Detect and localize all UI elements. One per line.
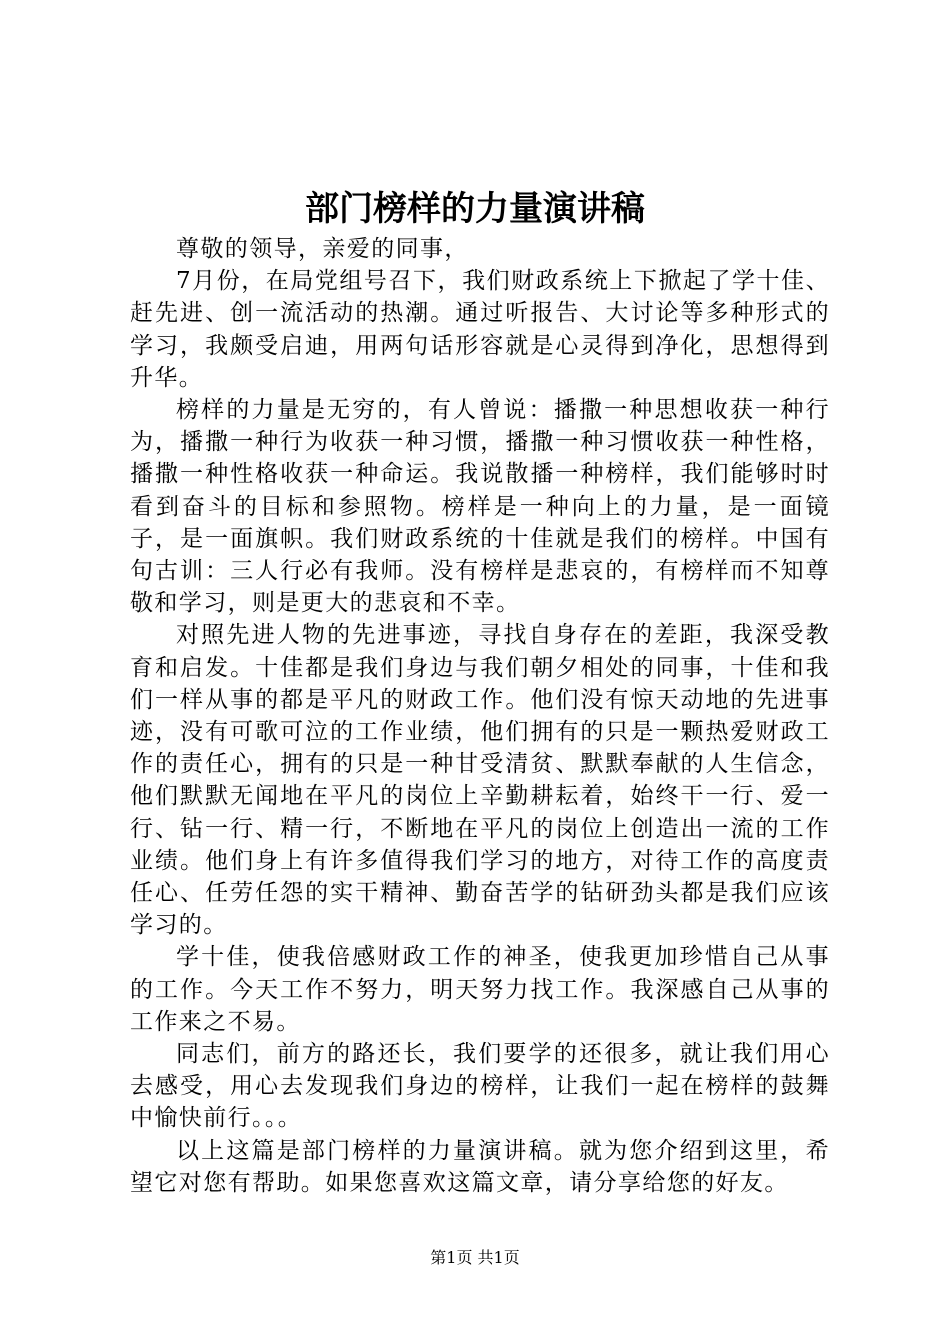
page-number-footer: 第1页 共1页 [430, 1248, 520, 1267]
paragraph-2: 榜样的力量是无穷的，有人曾说：播撒一种思想收获一种行为，播撒一种行为收获一种习惯，播撒一种习惯收获一种性格，播撒一种性格收获一种命运。我说散播一种榜样，我们能够时时看到奋斗的目标和参照物。榜样是一种向上的力量，是一面镜子，是一面旗帜。我们财政系统的十佳就是我们的榜样。中国有句古训：三人行必有我师。没有榜样是悲哀的，有榜样而不知尊敬和学习，则是更大的悲哀和不幸。 [130, 397, 830, 617]
paragraph-4: 学十佳，使我倍感财政工作的神圣，使我更加珍惜自己从事的工作。今天工作不努力，明天努力找工作。我深感自己从事的工作来之不易。 [130, 944, 830, 1035]
paragraph-3: 对照先进人物的先进事迹，寻找自身存在的差距，我深受教育和启发。十佳都是我们身边与我们朝夕相处的同事，十佳和我们一样从事的都是平凡的财政工作。他们没有惊天动地的先进事迹，没有可歌可泣的工作业绩，他们拥有的只是一颗热爱财政工作的责任心，拥有的只是一种甘受清贫、默默奉献的人生信念，他们默默无闻地在平凡的岗位上辛勤耕耘着，始终干一行、爱一行、钻一行、精一行，不断地在平凡的岗位上创造出一流的工作业绩。他们身上有许多值得我们学习的地方，对待工作的高度责任心、任劳任怨的实干精神、勤奋苦学的钻研劲头都是我们应该学习的。 [130, 622, 830, 939]
paragraph-5: 同志们，前方的路还长，我们要学的还很多，就让我们用心去感受，用心去发现我们身边的榜样，让我们一起在榜样的鼓舞中愉快前行。。。 [130, 1041, 830, 1132]
paragraph-greeting: 尊敬的领导，亲爱的同事， [176, 236, 469, 262]
paragraph-closing: 以上这篇是部门榜样的力量演讲稿。就为您介绍到这里，希望它对您有帮助。如果您喜欢这篇文章，请分享给您的好友。 [130, 1137, 830, 1196]
document-title: 部门榜样的力量演讲稿 [305, 189, 645, 229]
paragraph-1: 7月份，在局党组号召下，我们财政系统上下掀起了学十佳、赶先进、创一流活动的热潮。通过听报告、大讨论等多种形式的学习，我颇受启迪，用两句话形容就是心灵得到净化，思想得到升华。 [130, 268, 830, 391]
document-body [130, 233, 830, 1199]
